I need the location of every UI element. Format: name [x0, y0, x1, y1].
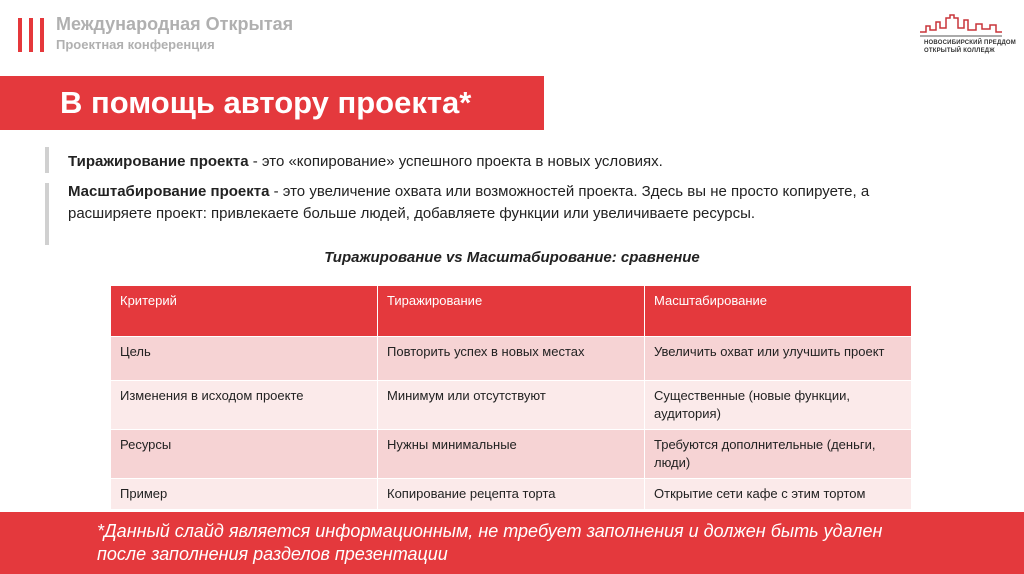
table-cell: Требуются дополнительные (деньги, люди) [645, 430, 912, 479]
quote-bar [45, 147, 49, 173]
table-cell: Ресурсы [111, 430, 378, 479]
partner-college-logo [918, 10, 1016, 56]
definition-term: Масштабирование проекта [68, 183, 270, 200]
table-title: Тиражирование vs Масштабирование: сравнение [324, 249, 700, 266]
table-cell: Нужны минимальные [378, 430, 645, 479]
conference-name: Международная Открытая [56, 14, 294, 34]
table-cell: Пример [111, 479, 378, 510]
table-cell: Открытие сети кафе с этим тортом [645, 479, 912, 510]
definition-text: - это увеличение охвата или возможностей проекта. Здесь вы не просто копируете, а расширяете проект: привлекаете больше людей, добавляете функции или увеличиваете ресурсы. [68, 183, 870, 222]
title-band [0, 76, 544, 130]
table-row [111, 381, 912, 430]
column-header: Критерий [111, 286, 378, 337]
slide-title: В помощь автору проекта* [60, 85, 472, 120]
footer-band [0, 512, 1024, 574]
partner-logo-line2: ОТКРЫТЫЙ КОЛЛЕДЖ [924, 48, 995, 54]
table-header-row [111, 286, 912, 337]
footer-note: *Данный слайд является информационным, не требует заполнения и должен быть удален после заполнения разделов презентации [97, 521, 883, 564]
table-cell: Изменения в исходом проекте [111, 381, 378, 430]
table-row [111, 337, 912, 381]
partner-logo-line1: НОВОСИБИРСКИЙ ПРЕДДОМ [924, 40, 1016, 46]
definition-replication [68, 151, 968, 173]
quote-bar [45, 183, 49, 245]
table-cell: Увеличить охват или улучшить проект [645, 337, 912, 381]
table-cell: Цель [111, 337, 378, 381]
column-header: Тиражирование [378, 286, 645, 337]
table-cell: Минимум или отсутствуют [378, 381, 645, 430]
definition-scaling [68, 181, 948, 225]
table-cell: Копирование рецепта торта [378, 479, 645, 510]
column-header: Масштабирование [645, 286, 912, 337]
definition-text: - это «копирование» успешного проекта в новых условиях. [248, 153, 663, 170]
definition-term: Тиражирование проекта [68, 153, 249, 170]
comparison-table [110, 285, 912, 510]
skyline-icon [920, 12, 1002, 38]
conference-subtitle: Проектная конференция [56, 37, 215, 52]
conference-logo-mark [18, 18, 48, 52]
table-cell: Существенные (новые функции, аудитория) [645, 381, 912, 430]
table-cell: Повторить успех в новых местах [378, 337, 645, 381]
table-row [111, 430, 912, 479]
table-row [111, 479, 912, 510]
